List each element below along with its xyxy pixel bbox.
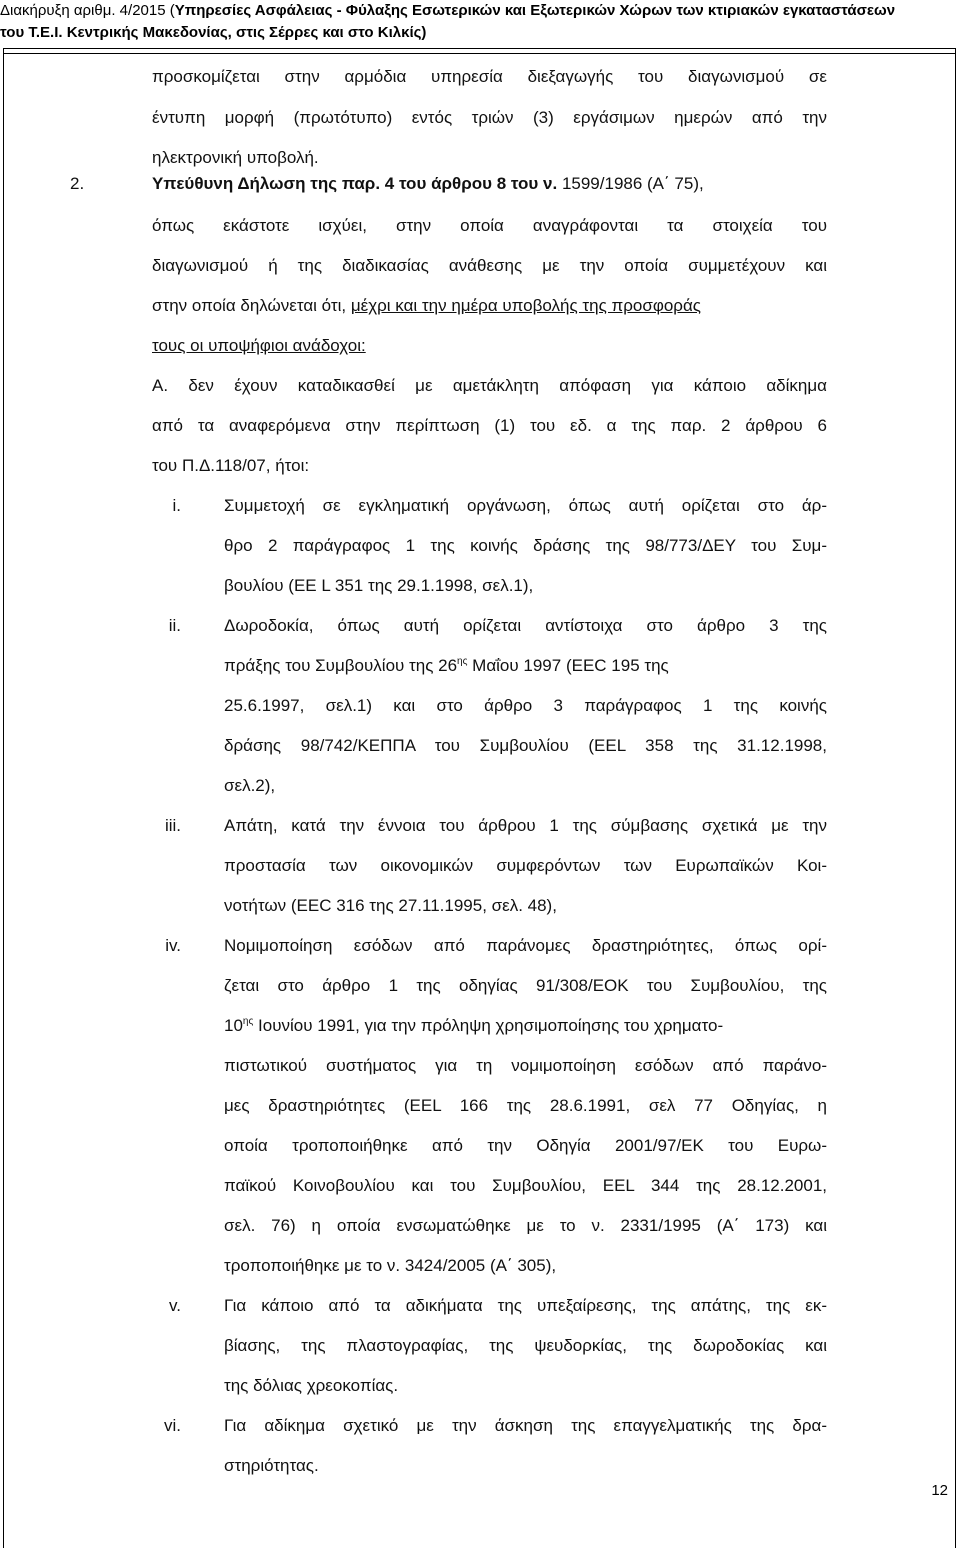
- roman-iii-line-1: Απάτη, κατά την έννοια του άρθρου 1 της σύμβασης σχετικά με την: [224, 816, 827, 835]
- item-2-line-4: [152, 296, 701, 316]
- roman-iv-line-3-b: Ιουνίου 1991, για την πρόληψη χρησιμοποίησης του χρηματο-: [253, 1016, 724, 1035]
- roman-ii-line-2: [224, 656, 827, 676]
- item-2-line-4-plain: στην οποία δηλώνεται ότι,: [152, 296, 351, 315]
- header-line-2: του Τ.Ε.Ι. Κεντρικής Μακεδονίας, στις Σέρρες και στο Κιλκίς): [0, 24, 427, 41]
- roman-iv-line-3: [224, 1016, 827, 1036]
- roman-iv-line-8: σελ. 76) η οποία ενσωματώθηκε με το ν. 2331/1995 (Α΄ 173) και: [224, 1216, 827, 1235]
- roman-iv-line-7: παϊκού Κοινοβουλίου και του Συμβουλίου, ΕΕL 344 της 28.12.2001,: [224, 1176, 827, 1195]
- roman-iv-line-5: μες δραστηριότητες (ΕΕL 166 της 28.6.1991, σελ 77 Οδηγίας, η: [224, 1096, 827, 1115]
- roman-iii-line-3: νοτήτων (ΕΕC 316 της 27.11.1995, σελ. 48),: [224, 896, 557, 915]
- roman-ii-line-2-a: πράξης του Συμβουλίου της 26: [224, 656, 458, 675]
- header-title-bold: Υπηρεσίες Ασφάλειας - Φύλαξης Εσωτερικών και Εξωτερικών Χώρων των κτιριακών εγκαταστάσεων: [174, 2, 896, 19]
- roman-ii-line-2-wrap: [224, 656, 669, 676]
- roman-ii-superscript: ης: [457, 656, 468, 667]
- roman-iv-line-6: οποία τροποποιήθηκε από την Οδηγία 2001/97/ΕΚ του Ευρω-: [224, 1136, 827, 1155]
- roman-ii-line-5: σελ.2),: [224, 776, 276, 795]
- roman-iii-number: iii.: [164, 816, 181, 835]
- roman-v-number: v.: [169, 1296, 181, 1315]
- table-double-rule: [4, 53, 955, 54]
- intro-line-3: ηλεκτρονική υποβολή.: [152, 148, 319, 167]
- roman-v-line-3: της δόλιας χρεοκοπίας.: [224, 1376, 399, 1395]
- roman-ii-line-4: δράσης 98/742/ΚΕΠΠΑ του Συμβουλίου (ΕΕL 358 της 31.12.1998,: [224, 736, 827, 755]
- roman-iv-number: iv.: [165, 936, 181, 955]
- item-2-title-rest: 1599/1986 (Α΄ 75),: [557, 174, 704, 193]
- roman-vi-line-1: Για αδίκημα σχετικό με την άσκηση της επαγγελματικής της δρα-: [224, 1416, 827, 1435]
- item-2-number: 2.: [70, 174, 85, 193]
- roman-iv-superscript: ης: [242, 1016, 254, 1027]
- roman-iv-line-3-a: 10: [224, 1016, 243, 1035]
- roman-i-number: i.: [172, 496, 181, 515]
- intro-line-1: προσκομίζεται στην αρμόδια υπηρεσία διεξαγωγής του διαγωνισμού σε: [152, 67, 827, 86]
- item-2-line-2: όπως εκάστοτε ισχύει, στην οποία αναγράφονται τα στοιχεία του: [152, 216, 827, 235]
- item-a-line-1: Α. δεν έχουν καταδικασθεί με αμετάκλητη απόφαση για κάποιο αδίκημα: [152, 376, 827, 395]
- roman-ii-line-3: 25.6.1997, σελ.1) και στο άρθρο 3 παράγραφος 1 της κοινής: [224, 696, 827, 715]
- header-prefix: Διακήρυξη αριθμ. 4/2015 (: [0, 2, 175, 19]
- roman-vi-number: vi.: [164, 1416, 181, 1435]
- item-2-line-4-underlined: μέχρι και την ημέρα υποβολής της προσφοράς: [350, 296, 701, 315]
- roman-i-line-1: Συμμετοχή σε εγκληματική οργάνωση, όπως αυτή ορίζεται στο άρ-: [224, 496, 827, 515]
- roman-i-line-3: βουλίου (ΕΕ L 351 της 29.1.1998, σελ.1),: [224, 576, 534, 595]
- item-a-line-3: του Π.Δ.118/07, ήτοι:: [152, 456, 310, 475]
- item-2-line-3: διαγωνισμού ή της διαδικασίας ανάθεσης με την οποία συμμετέχουν και: [152, 256, 827, 275]
- page-number: 12: [931, 1482, 948, 1499]
- intro-line-2: έντυπη μορφή (πρωτότυπο) εντός τριών (3) εργάσιμων ημερών από την: [152, 108, 827, 127]
- item-2-line-1: [152, 174, 827, 194]
- roman-iv-line-4: πιστωτικού συστήματος για τη νομιμοποίηση εσόδων από παράνο-: [224, 1056, 827, 1075]
- roman-ii-line-2-b: Μαΐου 1997 (ΕΕC 195 της: [467, 656, 669, 675]
- roman-iii-line-2: προστασία των οικονομικών συμφερόντων των Ευρωπαϊκών Κοι-: [224, 856, 827, 875]
- roman-v-line-1: Για κάποιο από τα αδικήματα της υπεξαίρεσης, της απάτης, της εκ-: [224, 1296, 827, 1315]
- header-line-1: [0, 0, 960, 22]
- roman-i-line-2: θρο 2 παράγραφος 1 της κοινής δράσης της 98/773/ΔΕΥ του Συμ-: [224, 536, 827, 555]
- roman-iv-line-1: Νομιμοποίηση εσόδων από παράνομες δραστηριότητες, όπως ορί-: [224, 936, 827, 955]
- item-2-title-bold: Υπεύθυνη Δήλωση της παρ. 4 του άρθρου 8 του ν.: [152, 174, 558, 193]
- roman-iv-line-9: τροποποιήθηκε με το ν. 3424/2005 (Α΄ 305),: [224, 1256, 557, 1275]
- item-a-line-2: από τα αναφερόμενα στην περίπτωση (1) του εδ. α της παρ. 2 άρθρου 6: [152, 416, 827, 435]
- roman-ii-line-1: Δωροδοκία, όπως αυτή ορίζεται αντίστοιχα στο άρθρο 3 της: [224, 616, 827, 635]
- roman-ii-number: ii.: [168, 616, 181, 635]
- roman-iv-line-2: ζεται στο άρθρο 1 της οδηγίας 91/308/ΕΟΚ του Συμβουλίου, της: [224, 976, 827, 995]
- roman-vi-line-2: στηριότητας.: [224, 1456, 319, 1475]
- item-2-line-5: τους οι υποψήφιοι ανάδοχοι:: [152, 336, 366, 355]
- document-header: [0, 0, 960, 44]
- roman-v-line-2: βίασης, της πλαστογραφίας, της ψευδορκίας, της δωροδοκίας και: [224, 1336, 827, 1355]
